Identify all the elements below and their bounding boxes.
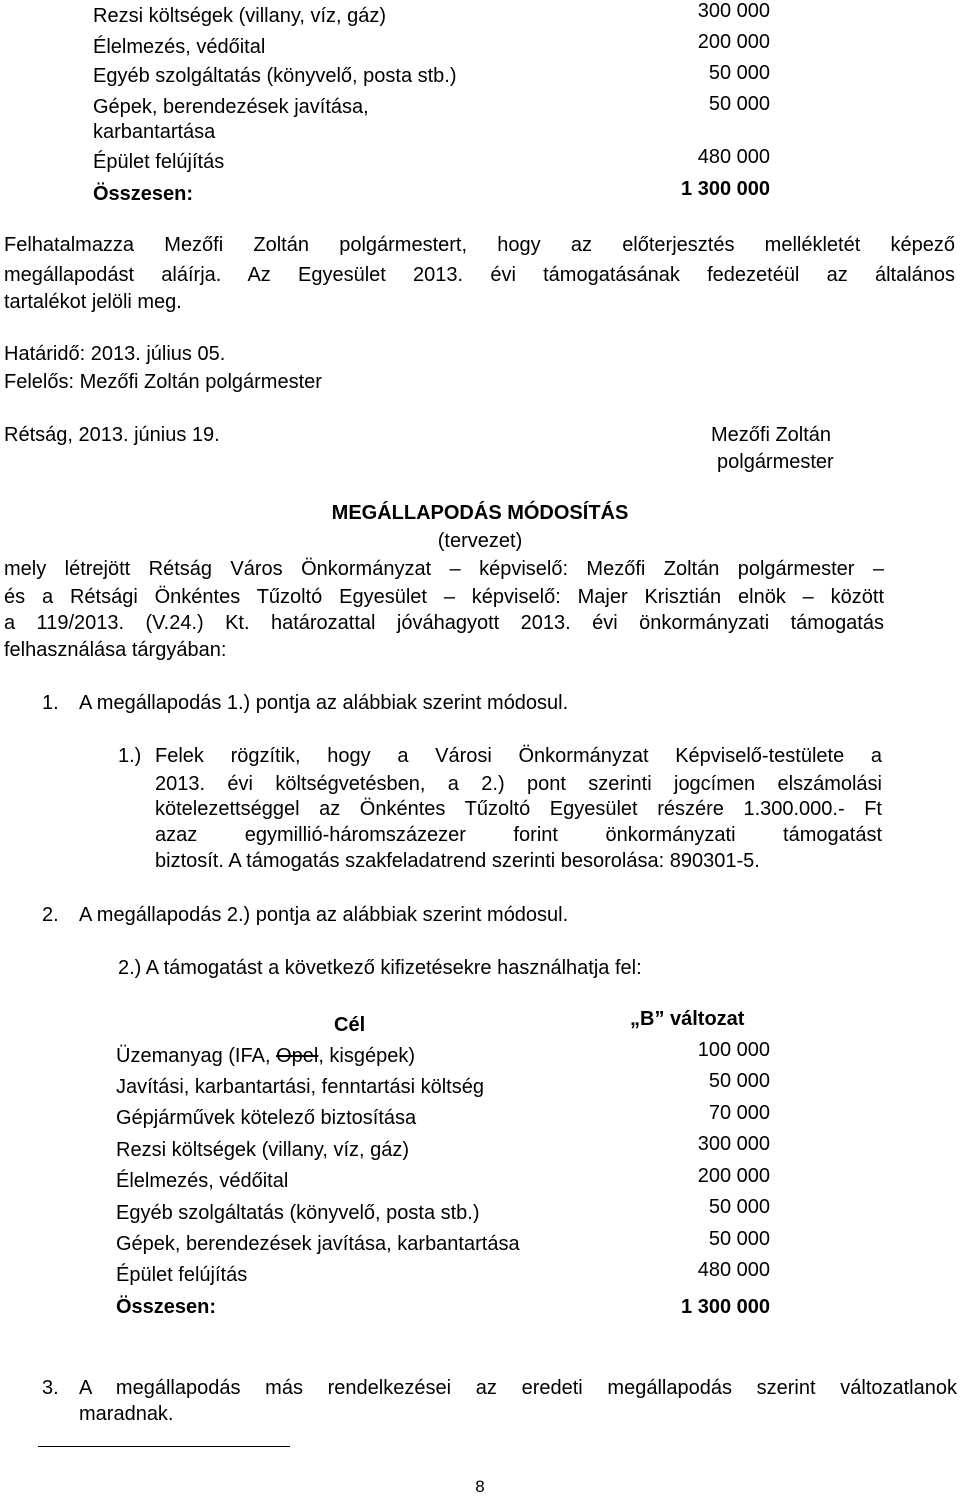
- table-row-label: Épület felújítás: [116, 1264, 248, 1286]
- item-number: 3.: [42, 1377, 59, 1399]
- subitem-line: biztosít. A támogatás szakfeladatrend szerinti besorolása: 890301-5.: [155, 850, 760, 872]
- paragraph-line: Felhatalmazza Mezőfi Zoltán polgármestert, hogy az előterjesztés mellékletét képező: [4, 234, 955, 256]
- table-row-value: 70 000: [708, 1102, 770, 1124]
- signer-title: polgármester: [717, 451, 834, 473]
- table-total-value: 1 300 000: [681, 1296, 770, 1318]
- item-text: A megállapodás 2.) pontja az alábbiak szerint módosul.: [79, 904, 569, 926]
- table-row-label: Élelmezés, védőital: [93, 36, 266, 58]
- table-row-value: 50 000: [708, 1196, 770, 1218]
- table-total-label: Összesen:: [93, 183, 194, 205]
- subitem-text: 2.) A támogatást a következő kifizetésekre használhatja fel:: [118, 957, 642, 979]
- table-row-label: Gépek, berendezések javítása, karbantartása: [116, 1233, 520, 1255]
- intro-line: mely létrejött Rétság Város Önkormányzat – képviselő: Mezőfi Zoltán polgármester –: [4, 558, 884, 580]
- deadline: Határidő: 2013. július 05.: [4, 343, 226, 365]
- table-row-value: 300 000: [697, 1133, 770, 1155]
- intro-line: felhasználása tárgyában:: [4, 639, 227, 661]
- table-row-value: 100 000: [697, 1039, 770, 1061]
- table-row-label: Rezsi költségek (villany, víz, gáz): [116, 1139, 410, 1161]
- table-row-value: 50 000: [708, 1228, 770, 1250]
- table-row-label: Élelmezés, védőital: [116, 1170, 289, 1192]
- table-row-label: Üzemanyag (IFA, Opel, kisgépek): [116, 1045, 416, 1067]
- table-row-value: 480 000: [697, 146, 770, 168]
- paragraph-line: megállapodást aláírja. Az Egyesület 2013. évi támogatásának fedezetéül az általános: [4, 264, 955, 286]
- table-row-label: Gépjárművek kötelező biztosítása: [116, 1107, 417, 1129]
- table-row-label: Egyéb szolgáltatás (könyvelő, posta stb.): [116, 1202, 480, 1224]
- table-row-label: Egyéb szolgáltatás (könyvelő, posta stb.): [93, 65, 457, 87]
- table-row-label: Rezsi költségek (villany, víz, gáz): [93, 5, 387, 27]
- agreement-subtitle: (tervezet): [437, 530, 523, 552]
- table-row-label: Gépek, berendezések javítása,: [93, 96, 369, 118]
- intro-line: és a Rétsági Önkéntes Tűzoltó Egyesület – képviselő: Majer Krisztián elnök – között: [4, 586, 884, 608]
- table-row-value: 50 000: [708, 1070, 770, 1092]
- item-line: maradnak.: [79, 1403, 174, 1425]
- table-header-variant: „B” változat: [630, 1008, 745, 1030]
- table-row-value: 480 000: [697, 1259, 770, 1281]
- table-total-label: Összesen:: [116, 1296, 217, 1318]
- table-row-value: 300 000: [697, 0, 770, 22]
- paragraph-line: tartalékot jelöli meg.: [4, 291, 182, 313]
- struck-text: Opel: [276, 1045, 319, 1067]
- subitem-line: 2013. évi költségvetésben, a 2.) pont szerinti jogcímen elszámolási: [155, 773, 882, 795]
- table-header-goal: Cél: [334, 1014, 366, 1036]
- table-total-value: 1 300 000: [681, 178, 770, 200]
- agreement-title: MEGÁLLAPODÁS MÓDOSÍTÁS: [331, 502, 629, 524]
- table-row-value: 200 000: [697, 31, 770, 53]
- table-row-label: Épület felújítás: [93, 151, 225, 173]
- table-row-value: 50 000: [708, 93, 770, 115]
- table-row-label: Javítási, karbantartási, fenntartási költség: [116, 1076, 484, 1098]
- item-line: A megállapodás más rendelkezései az eredeti megállapodás szerint változatlanok: [79, 1377, 957, 1399]
- intro-line: a 119/2013. (V.24.) Kt. határozattal jóváhagyott 2013. évi önkormányzati támogatás: [4, 612, 884, 634]
- table-row-label-cont: karbantartása: [93, 121, 216, 143]
- subitem-line: kötelezettséggel az Önkéntes Tűzoltó Egyesület részére 1.300.000.- Ft: [155, 798, 882, 820]
- subitem-number: 1.): [118, 745, 142, 767]
- signer-name: Mezőfi Zoltán: [711, 424, 832, 446]
- item-text: A megállapodás 1.) pontja az alábbiak szerint módosul.: [79, 692, 569, 714]
- table-row-value: 200 000: [697, 1165, 770, 1187]
- page-number: 8: [475, 1477, 485, 1496]
- item-number: 1.: [42, 692, 59, 714]
- table-row-value: 50 000: [708, 62, 770, 84]
- place-date: Rétság, 2013. június 19.: [4, 424, 220, 446]
- responsible-person: Felelős: Mezőfi Zoltán polgármester: [4, 371, 322, 393]
- footer-divider: [38, 1446, 290, 1447]
- subitem-line: azaz egymillió-háromszázezer forint önkormányzati támogatást: [155, 824, 882, 846]
- subitem-line: Felek rögzítik, hogy a Városi Önkormányzat Képviselő-testülete a: [155, 745, 882, 767]
- item-number: 2.: [42, 904, 59, 926]
